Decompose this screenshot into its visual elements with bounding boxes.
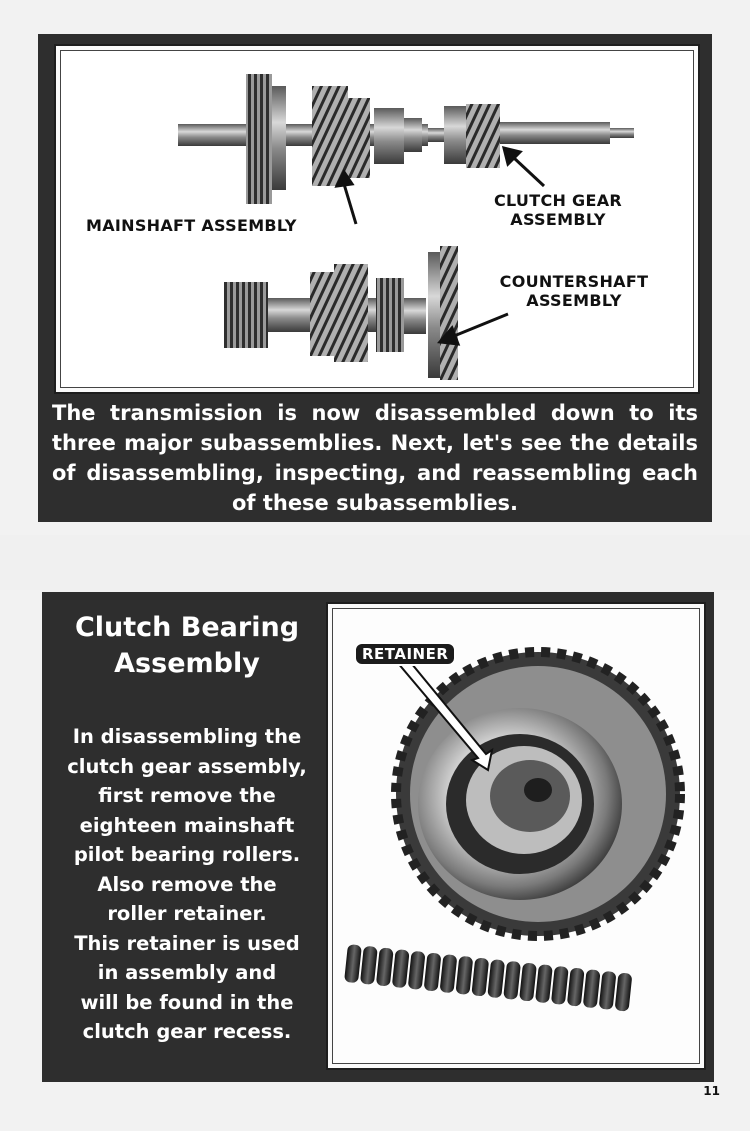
instruction-line: This retainer is used xyxy=(74,931,300,955)
countershaft-label-line1: COUNTERSHAFT xyxy=(499,272,649,291)
instruction-line: clutch gear recess. xyxy=(82,1020,292,1043)
instruction-text xyxy=(56,722,318,1047)
instruction-line: in assembly and xyxy=(97,961,277,984)
subassemblies-photo xyxy=(54,44,700,394)
clutch-gear-illustration xyxy=(328,604,704,1068)
instruction-line: first remove the xyxy=(98,784,276,807)
instruction-line: eighteen mainshaft xyxy=(79,813,295,837)
section-heading xyxy=(56,610,318,682)
clutch-gear-label-line1: CLUTCH GEAR xyxy=(493,191,623,210)
mainshaft-assembly-image xyxy=(178,74,448,204)
clutch-gear-label-line2: ASSEMBLY xyxy=(510,210,606,229)
heading-line1: Clutch Bearing xyxy=(74,612,300,643)
countershaft-assembly-image xyxy=(224,246,458,380)
page-gap xyxy=(0,535,750,590)
heading-line2: Assembly xyxy=(114,648,260,679)
instruction-line: roller retainer. xyxy=(107,902,267,925)
instruction-line: pilot bearing rollers. xyxy=(73,843,301,866)
instruction-line: clutch gear assembly, xyxy=(67,754,307,778)
instruction-line: Also remove the xyxy=(97,872,277,896)
subassemblies-caption: The transmission is now disassembled down to its three major subassemblies. Next, let's see the details of disassembling, inspecting, and reassembling each of these subassemblies. xyxy=(52,401,698,515)
instruction-line: In disassembling the xyxy=(72,725,302,748)
clutch-gear-photo xyxy=(326,602,706,1070)
clutch-gear-assembly-image xyxy=(444,104,634,168)
instruction-line: will be found in the xyxy=(80,990,294,1014)
transmission-subassemblies-panel xyxy=(38,34,712,522)
mainshaft-assembly-label: MAINSHAFT ASSEMBLY xyxy=(86,216,297,235)
page-number: 11 xyxy=(703,1084,720,1098)
clutch-gear-assembly-label xyxy=(488,191,628,229)
countershaft-label-line2: ASSEMBLY xyxy=(526,291,622,310)
countershaft-assembly-label xyxy=(494,272,654,310)
pilot-bearing-rollers-image xyxy=(344,944,632,1012)
clutch-gear-image xyxy=(396,652,680,936)
clutch-bearing-assembly-panel xyxy=(42,592,714,1082)
retainer-label: RETAINER xyxy=(354,642,456,666)
